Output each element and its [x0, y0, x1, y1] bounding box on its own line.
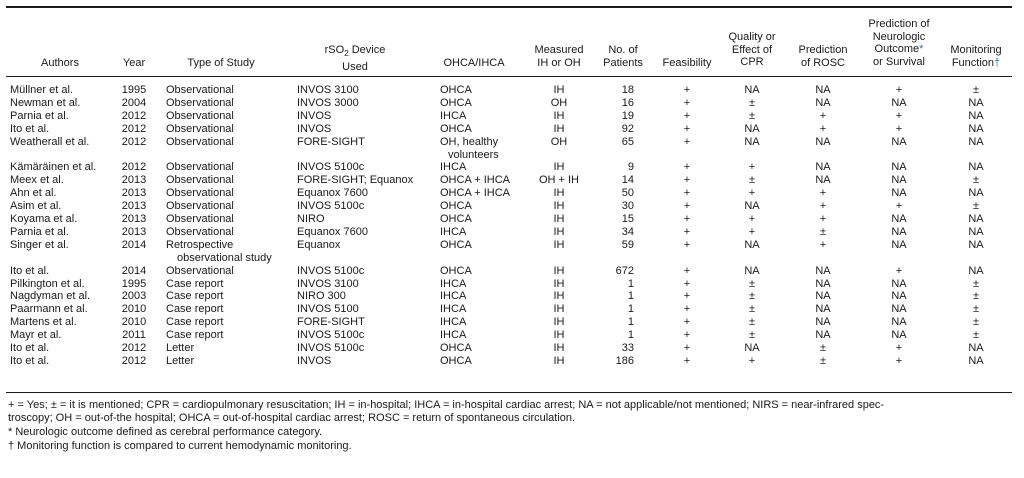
cell-type: Case report: [166, 303, 224, 316]
header-authors: Authors: [41, 57, 79, 69]
cell-author: Ito et al.: [10, 354, 50, 367]
header-cpr-l1: Quality or: [728, 31, 776, 43]
cell-year: 2010: [121, 316, 147, 329]
cell-patients: 34: [621, 225, 634, 238]
cell-type: Letter: [166, 342, 195, 354]
cell-device: INVOS 5100c: [297, 200, 365, 213]
cell-feasibility: +: [683, 200, 691, 213]
table-header-rule: [6, 76, 1012, 77]
cell-cpr: +: [748, 213, 756, 225]
cell-neuro: +: [895, 122, 903, 135]
cell-device: INVOS: [297, 354, 332, 367]
cell-year: 2013: [121, 213, 147, 225]
cell-author: Paarmann et al.: [10, 303, 88, 316]
cell-cpr: NA: [744, 122, 760, 135]
footnote-neurologic: * Neurologic outcome defined as cerebral performance category.: [8, 426, 323, 438]
header-monitoring-mark: †: [994, 56, 1001, 69]
cell-year: 2012: [121, 135, 147, 148]
cell-monitoring: NA: [968, 354, 984, 367]
cell-cpr: NA: [744, 200, 760, 213]
cell-monitoring: NA: [968, 238, 984, 251]
cell-cpr: ±: [748, 316, 756, 329]
cell-ohca: IHCA: [440, 161, 467, 174]
cell-cpr: +: [748, 225, 756, 238]
cell-rosc: +: [819, 238, 827, 251]
cell-measured: IH: [553, 316, 565, 329]
cell-rosc: NA: [815, 96, 831, 109]
cell-patients: 33: [621, 342, 634, 354]
cell-feasibility: +: [683, 174, 691, 187]
cell-patients: 16: [621, 96, 634, 109]
cell-monitoring: ±: [972, 84, 980, 96]
cell-neuro: NA: [891, 135, 907, 148]
header-monitoring-l1: Monitoring: [950, 44, 1002, 56]
cell-ohca: IHCA: [440, 290, 467, 303]
cell-ohca: OHCA: [440, 354, 472, 367]
cell-rosc: NA: [815, 161, 831, 174]
cell-measured: OH: [550, 135, 568, 148]
cell-feasibility: +: [683, 122, 691, 135]
header-device-sub: 2: [344, 49, 349, 59]
cell-device: INVOS: [297, 109, 332, 122]
cell-device: INVOS: [297, 122, 332, 135]
cell-cpr: +: [748, 354, 756, 367]
cell-monitoring: NA: [968, 225, 984, 238]
cell-cpr: +: [748, 187, 756, 200]
cell-rosc: NA: [815, 303, 831, 316]
cell-author: Ito et al.: [10, 264, 50, 277]
cell-device: FORE-SIGHT; Equanox: [297, 174, 414, 187]
cell-patients: 9: [627, 161, 634, 174]
cell-patients: 15: [621, 213, 634, 225]
cell-ohca-continued: volunteers: [448, 148, 499, 161]
cell-neuro: +: [895, 200, 903, 213]
header-neuro-l1: Prediction of: [868, 18, 930, 30]
header-measured-l1: Measured: [534, 44, 584, 56]
cell-measured: OH: [550, 96, 568, 109]
header-rosc-l1: Prediction: [798, 44, 848, 56]
cell-rosc: +: [819, 122, 827, 135]
cell-type: Observational: [166, 213, 234, 225]
cell-patients: 19: [621, 109, 634, 122]
cell-neuro: NA: [891, 225, 907, 238]
cell-year: 2013: [121, 187, 147, 200]
cell-patients: 1: [627, 290, 634, 303]
cell-ohca: OH, healthy: [440, 135, 499, 148]
cell-measured: IH: [553, 122, 565, 135]
cell-feasibility: +: [683, 187, 691, 200]
cell-author: Weatherall et al.: [10, 135, 90, 148]
header-device-pre: rSO: [324, 44, 345, 56]
cell-patients: 672: [615, 264, 634, 277]
cell-feasibility: +: [683, 329, 691, 342]
table-top-rule: [6, 6, 1012, 8]
header-device-line2: Used: [342, 60, 368, 73]
cell-author: Ito et al.: [10, 122, 50, 135]
cell-year: 2012: [121, 161, 147, 174]
cell-type-continued: observational study: [177, 251, 272, 264]
cell-cpr: ±: [748, 290, 756, 303]
header-rosc: [785, 44, 861, 69]
cell-feasibility: +: [683, 213, 691, 225]
cell-patients: 92: [621, 122, 634, 135]
cell-patients: 186: [615, 354, 634, 367]
cell-patients: 59: [621, 238, 634, 251]
header-neuro: [856, 18, 942, 68]
cell-author: Parnia et al.: [10, 225, 69, 238]
header-cpr-l2: Effect of: [731, 43, 773, 56]
cell-patients: 1: [627, 303, 634, 316]
cell-cpr: +: [748, 161, 756, 174]
header-patients-l2: Patients: [603, 56, 643, 69]
cell-device: INVOS 5100c: [297, 342, 365, 354]
header-type-of-study: Type of Study: [187, 57, 255, 69]
cell-cpr: ±: [748, 303, 756, 316]
cell-neuro: +: [895, 109, 903, 122]
cell-type: Case report: [166, 316, 224, 329]
cell-author: Ahn et al.: [10, 187, 57, 200]
cell-neuro: NA: [891, 161, 907, 174]
cell-measured: IH: [553, 277, 565, 290]
cell-year: 2014: [121, 264, 147, 277]
cell-author: Newman et al.: [10, 96, 81, 109]
header-ohca-ihca: OHCA/IHCA: [443, 57, 505, 69]
cell-device: FORE-SIGHT: [297, 316, 365, 329]
cell-author: Pilkington et al.: [10, 277, 85, 290]
cell-neuro: NA: [891, 174, 907, 187]
header-cpr-l3: CPR: [740, 56, 764, 68]
cell-year: 2012: [121, 109, 147, 122]
cell-neuro: NA: [891, 303, 907, 316]
cell-author: Nagdyman et al.: [10, 290, 91, 303]
cell-author: Singer et al.: [10, 238, 69, 251]
cell-feasibility: +: [683, 342, 691, 354]
cell-device: INVOS 5100c: [297, 329, 365, 342]
cell-neuro: NA: [891, 290, 907, 303]
cell-type: Observational: [166, 109, 234, 122]
cell-patients: 1: [627, 329, 634, 342]
cell-ohca: OHCA: [440, 342, 472, 354]
cell-year: 2004: [121, 96, 147, 109]
header-neuro-mark: *: [919, 43, 924, 55]
cell-neuro: +: [895, 264, 903, 277]
cell-device: INVOS 5100: [297, 303, 359, 316]
cell-cpr: ±: [748, 174, 756, 187]
cell-neuro: NA: [891, 238, 907, 251]
cell-patients: 65: [621, 135, 634, 148]
cell-ohca: OHCA: [440, 96, 472, 109]
cell-device: INVOS 5100c: [297, 264, 365, 277]
cell-measured: IH: [553, 264, 565, 277]
cell-measured: IH: [553, 213, 565, 225]
cell-cpr: NA: [744, 264, 760, 277]
cell-year: 2014: [121, 238, 147, 251]
cell-neuro: NA: [891, 277, 907, 290]
cell-ohca: IHCA: [440, 316, 467, 329]
cell-feasibility: +: [683, 84, 691, 96]
cell-patients: 18: [621, 84, 634, 96]
cell-measured: IH: [553, 290, 565, 303]
cell-monitoring: NA: [968, 342, 984, 354]
header-measured: [523, 44, 595, 69]
header-neuro-l4: or Survival: [873, 55, 925, 68]
cell-feasibility: +: [683, 225, 691, 238]
cell-ohca: IHCA: [440, 225, 467, 238]
cell-author: Parnia et al.: [10, 109, 69, 122]
cell-rosc: NA: [815, 174, 831, 187]
cell-neuro: NA: [891, 187, 907, 200]
cell-rosc: ±: [819, 225, 827, 238]
header-cpr: [720, 31, 784, 69]
cell-feasibility: +: [683, 264, 691, 277]
cell-author: Asim et al.: [10, 200, 62, 213]
cell-type: Observational: [166, 96, 234, 109]
cell-patients: 14: [621, 174, 634, 187]
cell-type: Observational: [166, 187, 234, 200]
cell-year: 2012: [121, 342, 147, 354]
cell-ohca: OHCA: [440, 213, 472, 225]
cell-measured: IH: [553, 109, 565, 122]
cell-type: Case report: [166, 277, 224, 290]
cell-monitoring: NA: [968, 161, 984, 174]
cell-patients: 1: [627, 316, 634, 329]
cell-ohca: IHCA: [440, 329, 467, 342]
cell-type: Observational: [166, 200, 234, 213]
cell-feasibility: +: [683, 161, 691, 174]
cell-device: Equanox 7600: [297, 187, 368, 200]
cell-year: 2010: [121, 303, 147, 316]
cell-ohca: OHCA: [440, 200, 472, 213]
cell-author: Martens et al.: [10, 316, 77, 329]
cell-type: Observational: [166, 264, 234, 277]
header-measured-l2: IH or OH: [537, 56, 581, 69]
cell-device: Equanox 7600: [297, 225, 368, 238]
cell-monitoring: ±: [972, 303, 980, 316]
cell-ohca: OHCA: [440, 84, 472, 96]
cell-type: Observational: [166, 174, 234, 187]
cell-type: Retrospective: [166, 238, 234, 251]
cell-author: Meex et al.: [10, 174, 64, 187]
cell-device: Equanox: [297, 238, 341, 251]
cell-year: 2011: [122, 329, 146, 342]
header-monitoring: [940, 44, 1012, 69]
cell-measured: IH: [553, 84, 565, 96]
cell-measured: IH: [553, 303, 565, 316]
cell-author: Müllner et al.: [10, 84, 73, 96]
cell-feasibility: +: [683, 290, 691, 303]
cell-ohca: OHCA: [440, 264, 472, 277]
cell-monitoring: ±: [972, 277, 980, 290]
cell-feasibility: +: [683, 238, 691, 251]
cell-ohca: OHCA + IHCA: [440, 187, 510, 200]
cell-monitoring: NA: [968, 264, 984, 277]
header-neuro-l2: Neurologic: [872, 30, 926, 43]
cell-cpr: ±: [748, 277, 756, 290]
cell-type: Observational: [166, 135, 234, 148]
cell-monitoring: ±: [972, 316, 980, 329]
footnote-monitoring: † Monitoring function is compared to current hemodynamic monitoring.: [8, 440, 352, 452]
cell-monitoring: ±: [972, 174, 980, 187]
cell-measured: IH: [553, 238, 565, 251]
cell-year: 1995: [121, 84, 147, 96]
cell-measured: IH: [553, 161, 565, 174]
cell-year: 2012: [121, 122, 147, 135]
cell-feasibility: +: [683, 96, 691, 109]
cell-cpr: ±: [748, 96, 756, 109]
cell-type: Letter: [166, 354, 195, 367]
cell-device: NIRO 300: [297, 290, 346, 303]
cell-author: Koyama et al.: [10, 213, 78, 225]
cell-device: INVOS 3000: [297, 96, 359, 109]
cell-type: Observational: [166, 161, 234, 174]
cell-neuro: +: [895, 84, 903, 96]
cell-rosc: NA: [815, 135, 831, 148]
header-device: [290, 44, 420, 73]
cell-cpr: NA: [744, 135, 760, 148]
footnote-abbreviations-line2: troscopy; OH = out-of-the hospital; OHCA = out-of-hospital cardiac arrest; ROSC = return of spontaneous circulation.: [8, 412, 576, 424]
cell-feasibility: +: [683, 316, 691, 329]
cell-cpr: ±: [748, 109, 756, 122]
cell-ohca: IHCA: [440, 277, 467, 290]
header-neuro-l3: Outcome: [874, 43, 920, 55]
cell-rosc: NA: [815, 290, 831, 303]
cell-rosc: +: [819, 187, 827, 200]
cell-device: INVOS 3100: [297, 84, 359, 96]
cell-rosc: ±: [819, 342, 827, 354]
cell-device: INVOS 3100: [297, 277, 359, 290]
cell-rosc: +: [819, 109, 827, 122]
cell-cpr: NA: [744, 238, 760, 251]
cell-feasibility: +: [683, 135, 691, 148]
cell-cpr: ±: [748, 329, 756, 342]
cell-year: 2013: [121, 174, 147, 187]
cell-feasibility: +: [683, 354, 691, 367]
cell-measured: OH + IH: [538, 174, 580, 187]
cell-measured: IH: [553, 329, 565, 342]
cell-device: FORE-SIGHT: [297, 135, 365, 148]
cell-rosc: +: [819, 213, 827, 225]
cell-measured: IH: [553, 354, 565, 367]
cell-neuro: NA: [891, 329, 907, 342]
cell-ohca: OHCA + IHCA: [440, 174, 510, 187]
header-year: Year: [122, 57, 146, 69]
cell-patients: 50: [621, 187, 634, 200]
cell-measured: IH: [553, 225, 565, 238]
cell-monitoring: NA: [968, 122, 984, 135]
cell-rosc: NA: [815, 264, 831, 277]
cell-feasibility: +: [683, 109, 691, 122]
cell-rosc: NA: [815, 316, 831, 329]
header-patients: [592, 44, 654, 69]
cell-measured: IH: [553, 187, 565, 200]
cell-ohca: OHCA: [440, 122, 472, 135]
cell-patients: 1: [627, 277, 634, 290]
cell-monitoring: ±: [972, 200, 980, 213]
cell-ohca: IHCA: [440, 303, 467, 316]
cell-rosc: NA: [815, 84, 831, 96]
cell-rosc: NA: [815, 329, 831, 342]
cell-year: 2013: [121, 225, 147, 238]
cell-neuro: NA: [891, 316, 907, 329]
cell-cpr: NA: [744, 342, 760, 354]
cell-device: NIRO: [297, 213, 325, 225]
cell-ohca: OHCA: [440, 238, 472, 251]
cell-type: Case report: [166, 290, 224, 303]
cell-author: Ito et al.: [10, 342, 50, 354]
cell-type: Case report: [166, 329, 224, 342]
cell-device: INVOS 5100c: [297, 161, 365, 174]
cell-monitoring: ±: [972, 290, 980, 303]
cell-type: Observational: [166, 84, 234, 96]
cell-rosc: NA: [815, 277, 831, 290]
cell-year: 2003: [121, 290, 147, 303]
cell-monitoring: NA: [968, 213, 984, 225]
footnote-abbreviations-line1: + = Yes; ± = it is mentioned; CPR = cardiopulmonary resuscitation; IH = in-hospital; IHCA = in-hospital cardiac arrest; NA = not applicable/not mentioned; NIRS = near-infrared spec-: [8, 399, 885, 411]
cell-ohca: IHCA: [440, 109, 467, 122]
cell-feasibility: +: [683, 303, 691, 316]
cell-monitoring: NA: [968, 187, 984, 200]
header-device-post: Device: [348, 44, 386, 56]
cell-neuro: NA: [891, 96, 907, 109]
cell-year: 2013: [121, 200, 147, 213]
cell-cpr: NA: [744, 84, 760, 96]
cell-rosc: ±: [819, 354, 827, 367]
cell-rosc: +: [819, 200, 827, 213]
cell-monitoring: NA: [968, 96, 984, 109]
cell-neuro: +: [895, 342, 903, 354]
table-bottom-rule: [6, 392, 1012, 393]
header-rosc-l2: of ROSC: [800, 56, 845, 69]
cell-neuro: NA: [891, 213, 907, 225]
header-patients-l1: No. of: [608, 44, 638, 56]
cell-monitoring: ±: [972, 329, 980, 342]
cell-neuro: +: [895, 354, 903, 367]
cell-measured: IH: [553, 200, 565, 213]
cell-type: Observational: [166, 225, 234, 238]
cell-measured: IH: [553, 342, 565, 354]
cell-patients: 30: [621, 200, 634, 213]
cell-author: Mayr et al.: [10, 329, 62, 342]
header-feasibility: Feasibility: [662, 57, 712, 69]
cell-type: Observational: [166, 122, 234, 135]
cell-feasibility: +: [683, 277, 691, 290]
cell-year: 2012: [121, 354, 147, 367]
cell-year: 1995: [121, 277, 147, 290]
cell-monitoring: NA: [968, 135, 984, 148]
header-monitoring-l2: Function: [951, 56, 995, 69]
cell-monitoring: NA: [968, 109, 984, 122]
cell-author: Kämäräinen et al.: [10, 161, 97, 174]
